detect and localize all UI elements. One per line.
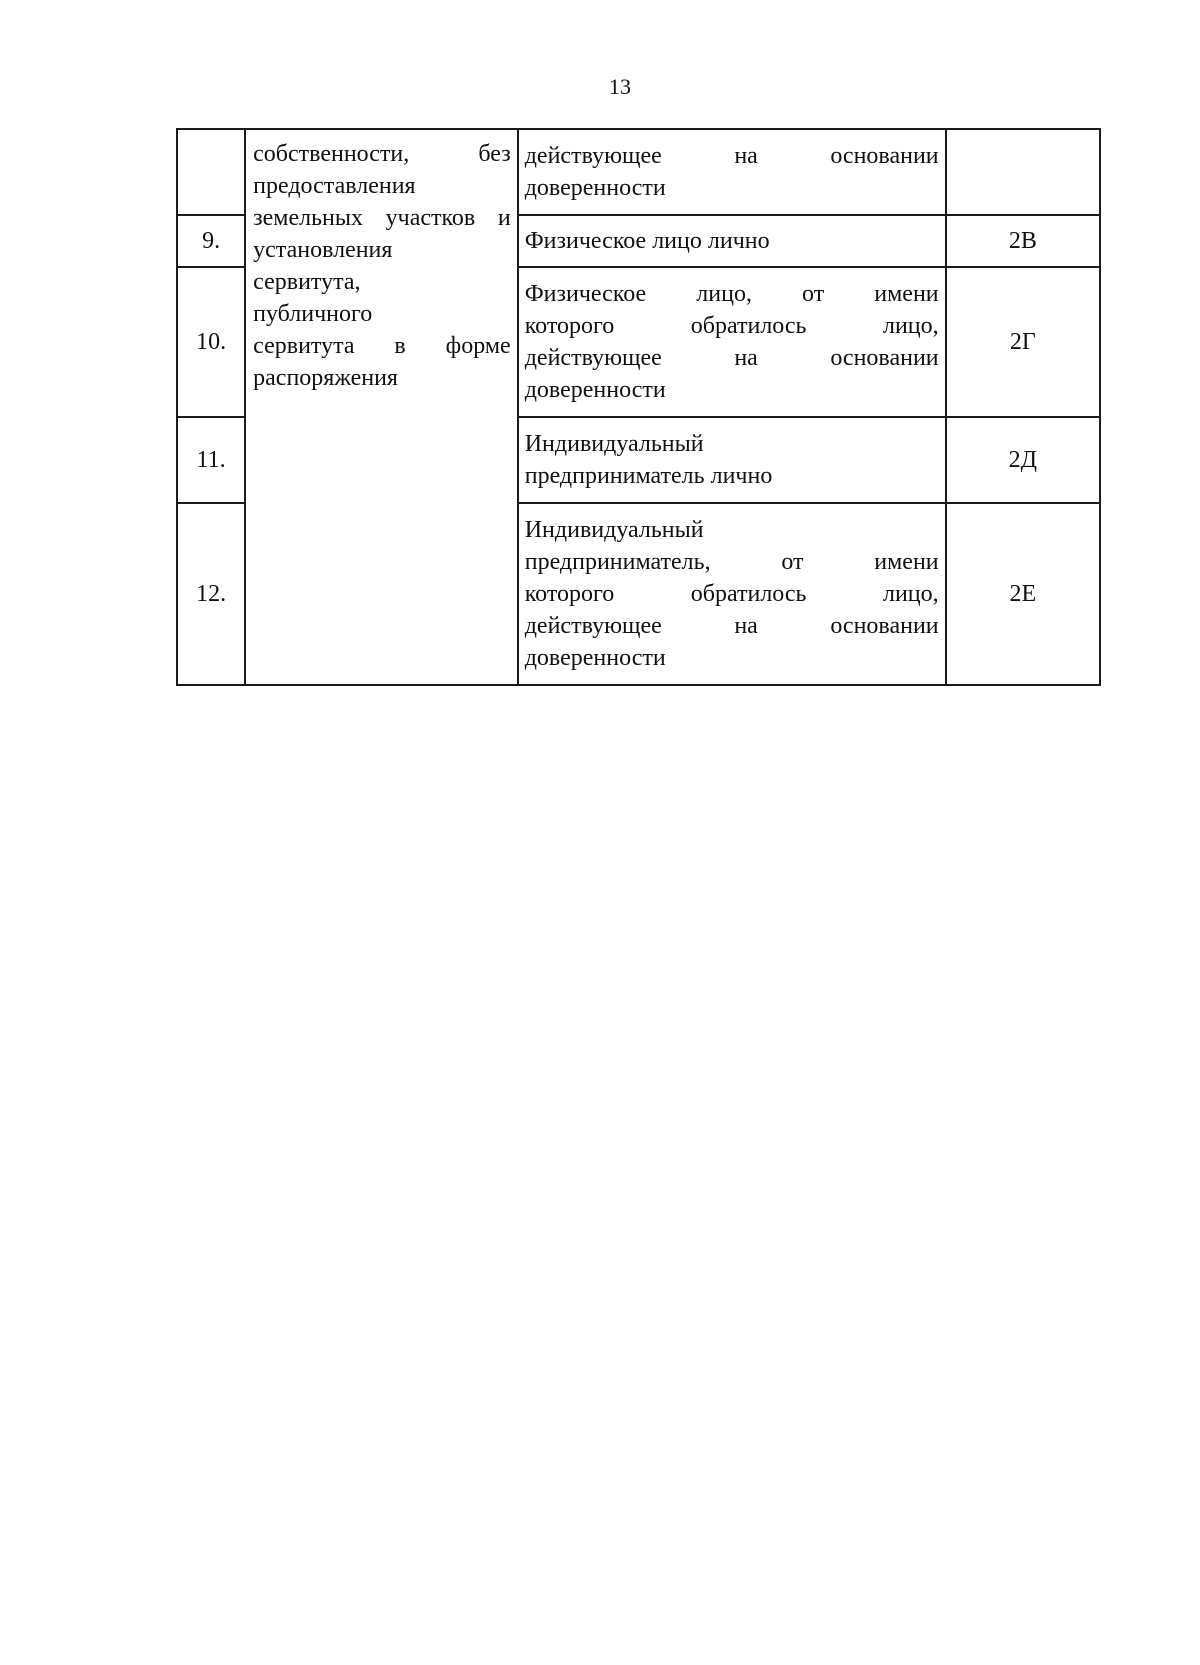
applicant-line: доверенности [524,175,666,201]
applicant-line: предприниматель лично [524,463,773,489]
description-line: предоставления [253,173,416,199]
row-number: 9. [177,215,245,267]
code-cell: 2Е [946,503,1100,685]
service-description-cell [245,129,518,685]
applicant-line: действующее на основании [524,143,939,169]
applicant-cell [518,503,946,685]
code-cell: 2Г [946,267,1100,417]
applicant-cell [518,417,946,503]
applicant-line: доверенности [524,645,666,671]
applicant-line: действующее на основании [524,345,939,371]
code-cell [946,129,1100,215]
description-line: собственности, без [253,141,511,167]
applicant-cell [518,215,946,267]
description-line: установления [253,237,393,263]
row-number: 12. [177,503,245,685]
code-cell: 2В [946,215,1100,267]
applicant-line: Индивидуальный [524,517,704,543]
description-line: распоряжения [253,365,398,391]
description-line: публичного [253,301,373,327]
applicant-line: доверенности [524,377,666,403]
applicant-line: действующее на основании [524,613,939,639]
description-line: земельных участков и [253,205,511,231]
description-line: сервитута в форме [253,333,511,359]
services-table [176,128,1101,686]
code-cell: 2Д [946,417,1100,503]
row-number [177,129,245,215]
applicant-line: предприниматель, от имени [524,549,939,575]
applicant-line: которого обратилось лицо, [524,313,939,339]
applicant-line: Индивидуальный [524,431,704,457]
applicant-line: Физическое лицо, от имени [524,281,939,307]
row-number: 11. [177,417,245,503]
page-number: 13 [609,74,631,99]
applicant-line: Физическое лицо лично [524,228,770,254]
applicant-line: которого обратилось лицо, [524,581,939,607]
description-line: сервитута, [253,269,361,295]
table-row [177,129,1100,215]
applicant-cell [518,129,946,215]
applicant-cell [518,267,946,417]
row-number: 10. [177,267,245,417]
